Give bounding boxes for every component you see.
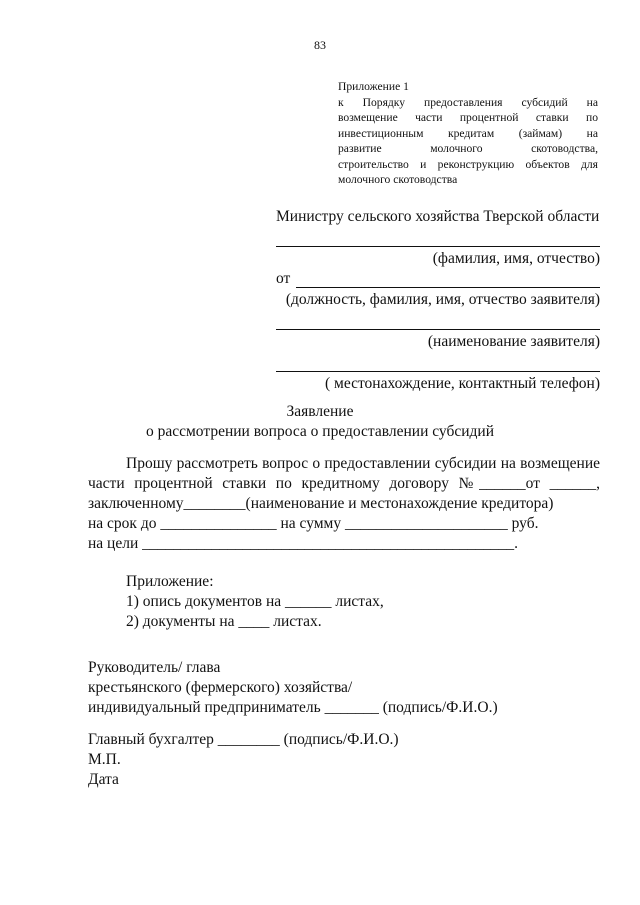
head-title-line: Руководитель/ глава xyxy=(88,659,221,676)
stamp-label: М.П. xyxy=(88,751,121,768)
document-subtitle: о рассмотрении вопроса о предоставлении субсидий xyxy=(145,423,495,440)
body-line: заключенному________(наименование и местонахождение кредитора) xyxy=(88,495,554,512)
attachments-block xyxy=(126,572,384,632)
applicant-field-line[interactable] xyxy=(296,271,600,288)
head-signature-line: индивидуальный предприниматель _______ (подпись/Ф.И.О.) xyxy=(88,699,498,716)
annex-block xyxy=(338,79,598,188)
from-label: от xyxy=(276,270,291,287)
annex-line: строительство и реконструкцию объектов для xyxy=(338,157,598,171)
location-field-line[interactable] xyxy=(276,351,600,372)
annex-line: молочного скотоводства xyxy=(338,173,458,186)
caption-location: ( местонахождение, контактный телефон) xyxy=(324,375,600,392)
body-line: на цели ________________________________________________. xyxy=(88,535,519,552)
caption-applicant: (должность, фамилия, имя, отчество заявителя) xyxy=(285,291,600,308)
accountant-block xyxy=(88,730,399,790)
annex-title: Приложение 1 xyxy=(338,80,409,93)
annex-line: к Порядку предоставления субсидий на xyxy=(338,95,598,109)
page-number: 83 xyxy=(314,38,326,52)
body-line: на срок до _______________ на сумму _____________________ руб. xyxy=(88,515,539,532)
attachment-item: 2) документы на ____ листах. xyxy=(126,613,322,630)
annex-line: инвестиционным кредитам (займам) на xyxy=(338,126,598,140)
addressee-to: Министру сельского хозяйства Тверской области xyxy=(276,208,600,225)
from-row xyxy=(276,270,600,288)
document-title: Заявление xyxy=(286,403,354,420)
accountant-signature-line: Главный бухгалтер ________ (подпись/Ф.И.О.) xyxy=(88,731,399,748)
attachment-item: 1) опись документов на ______ листах, xyxy=(126,593,384,610)
attachments-title: Приложение: xyxy=(126,573,214,590)
head-title-line: крестьянского (фермерского) хозяйства/ xyxy=(88,679,353,696)
caption-org: (наименование заявителя) xyxy=(427,333,600,350)
name-field-line[interactable] xyxy=(276,226,600,247)
body-line: части процентной ставки по кредитному договору №______от ______, xyxy=(88,475,600,492)
annex-line: развитие молочного скотоводства, xyxy=(338,142,598,155)
date-label: Дата xyxy=(88,771,119,788)
addressee-block xyxy=(276,208,600,393)
request-body xyxy=(88,454,600,554)
annex-line: возмещение части процентной ставки по xyxy=(338,111,598,124)
caption-name: (фамилия, имя, отчество) xyxy=(432,250,600,267)
body-line: Прошу рассмотреть вопрос о предоставлении субсидии на возмещение xyxy=(126,455,600,472)
org-field-line[interactable] xyxy=(276,309,600,330)
head-signature-block xyxy=(88,658,498,718)
